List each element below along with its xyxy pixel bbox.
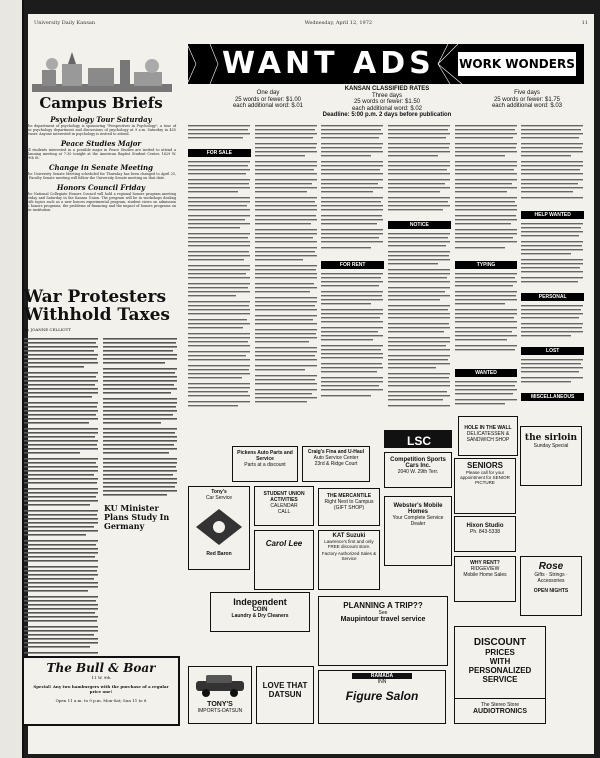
rate-base: 25 words or fewer: $1.75 — [493, 96, 561, 103]
ad-title: KAT Suzuki — [332, 533, 366, 539]
rate-label: Five days — [514, 90, 540, 96]
ad-text: Car Service — [205, 495, 233, 501]
ad-title: Competition Sports Cars Inc. — [390, 457, 446, 469]
hixon-studio-ad — [454, 516, 516, 552]
brief-heading: Psychology Tour Saturday — [50, 115, 152, 124]
classified-column — [521, 124, 584, 414]
ad-text: PRICES — [485, 648, 515, 657]
section-miscellaneous: MISCELLANEOUS — [521, 393, 584, 401]
tonys-imports-ad — [188, 666, 252, 724]
ad-title: SENIORS — [466, 461, 503, 470]
why-rent-ad — [454, 556, 516, 602]
story-text-lines — [24, 334, 98, 674]
ad-text: Laundry & Dry Cleaners — [231, 613, 289, 619]
ad-title: Pickens Auto Parts and Service — [237, 450, 293, 462]
ad-address: 23rd & Ridge Court — [314, 461, 358, 467]
bull-ad-hours: Open 11 a.m. to 9 p.m. Mon-Sat; Sun 11 to 8 — [55, 698, 147, 703]
classified-text-lines — [321, 272, 383, 402]
ad-text: Sunday Special — [533, 443, 569, 449]
classified-text-lines — [388, 124, 450, 214]
ad-text: PERSONALIZED — [468, 666, 532, 675]
classified-text-lines — [521, 124, 583, 204]
rate-label: One day — [256, 90, 280, 96]
section-help-wanted: HELP WANTED — [521, 211, 584, 219]
story-text-lines — [103, 334, 177, 502]
bull-ad-offer: Special! Any two hamburgers with the purchase of a regular price one! — [33, 684, 169, 694]
independent-laundry-ad — [210, 592, 310, 632]
maupintour-travel-ad — [318, 596, 448, 666]
section-wanted: WANTED — [455, 369, 518, 377]
rate-five-days — [474, 90, 580, 110]
ad-title: DATSUN — [268, 690, 302, 699]
classified-columns — [188, 124, 584, 414]
car-illustration — [192, 671, 248, 699]
ad-text: IMPORTS-DATSUN — [197, 708, 243, 714]
ad-text: CALENDAR — [270, 503, 298, 509]
header-paper-name: University Daily Kansan — [34, 20, 96, 26]
ad-text: Ph. 843-5338 — [469, 529, 501, 535]
ad-text: Parts at a discount — [244, 462, 286, 468]
ad-text: Please call for your appointment for SENIOR PICTURE — [460, 470, 510, 485]
want-ads-title: WANT ADS — [222, 46, 435, 81]
classified-text-lines — [455, 124, 517, 254]
classified-text-lines — [521, 358, 583, 386]
brief-heading: Honors Council Friday — [56, 183, 146, 192]
work-wonders-tagline: WORK WONDERS — [458, 52, 576, 76]
ad-title: Craig's Fina and U-Haul — [307, 449, 365, 455]
ad-text: Right Next to Campus — [324, 499, 374, 505]
figure-salon-ad — [318, 670, 446, 724]
bull-and-boar-ad — [22, 656, 180, 726]
classified-text-lines — [521, 222, 583, 286]
classified-text-lines — [255, 124, 317, 408]
rate-three-days — [322, 86, 452, 119]
page-header — [34, 20, 588, 30]
story-byline: By JOANNE CELLIOTT — [24, 327, 71, 332]
section-lost: LOST — [521, 347, 584, 355]
classified-column — [388, 124, 451, 414]
ad-text: SERVICE — [482, 675, 518, 684]
left-column — [22, 44, 180, 724]
bull-ad-address: 11 W. 9th — [91, 675, 111, 680]
websters-mobile-homes-ad — [384, 496, 452, 566]
lsc-logo-ad — [384, 430, 452, 448]
ad-text: See — [378, 610, 388, 616]
campus-briefs-title: Campus Briefs — [39, 94, 163, 112]
header-date: Wednesday, April 12, 1972 — [304, 20, 373, 26]
rate-extra: each additional word: $.02 — [351, 105, 423, 112]
ad-title: Rose — [538, 561, 564, 572]
ad-text: CALL — [277, 509, 291, 515]
craigs-fina-ad — [302, 446, 370, 482]
facing-page-edge — [0, 0, 24, 758]
rate-extra: each additional word: $.03 — [491, 103, 563, 109]
rate-deadline: Deadline: 5:00 p.m. 2 days before publication — [322, 112, 452, 118]
classified-column — [321, 124, 384, 414]
rate-label: Three days — [371, 92, 402, 99]
classified-text-lines — [321, 124, 383, 254]
ad-text: INN — [377, 679, 387, 685]
ad-text: DELICATESSEN & SANDWICH SHOP — [466, 431, 510, 443]
seniors-photo-ad — [454, 458, 516, 514]
ad-text: WITH — [489, 657, 511, 666]
ad-title: THE MERCANTILE — [326, 493, 372, 499]
ad-title: RAMADA — [352, 673, 412, 679]
ad-text: Gifts · Strings · Accessories — [534, 572, 568, 584]
mercantile-ad — [318, 488, 380, 526]
ad-title: Hixon Studio — [466, 523, 504, 529]
ad-text: Your Complete Service Dealer — [392, 515, 444, 527]
hole-in-the-wall-ad — [458, 416, 518, 456]
classified-text-lines — [188, 124, 250, 142]
ad-text: RIDGEVIEW — [470, 566, 500, 572]
ad-title: Figure Salon — [345, 689, 419, 703]
rose-ad — [520, 556, 582, 616]
classified-text-lines — [388, 232, 450, 412]
story-body-column — [24, 334, 99, 684]
brief-body: The University Senate Meeting scheduled for Thursday has been changed to April 25, a Faculty Senate meeting will follow the University Senate meeting on that date. — [26, 172, 176, 180]
ad-title: WHY RENT? — [470, 560, 500, 566]
rates-heading: KANSAN CLASSIFIED RATES — [344, 86, 430, 92]
love-that-datsun-ad — [256, 666, 314, 724]
classified-text-lines — [455, 272, 517, 362]
classified-column — [455, 124, 518, 414]
ad-caption: Red Baron — [206, 551, 232, 557]
ad-text: The Stereo Store — [480, 702, 520, 708]
ad-title: Tony's — [211, 489, 227, 495]
ad-title: the sirloin — [524, 433, 578, 443]
section-typing: TYPING — [455, 261, 518, 269]
classified-text-lines — [455, 380, 517, 410]
sirloin-ad — [520, 426, 582, 486]
ad-title: Webster's Mobile Homes — [393, 503, 443, 515]
competition-sports-cars-ad — [384, 452, 452, 488]
bull-ad-title: The Bull & Boar — [46, 661, 156, 675]
ad-title: Carol Lee — [265, 539, 303, 548]
ad-title: DISCOUNT — [473, 637, 527, 648]
rate-one-day — [218, 90, 318, 110]
classified-rates — [188, 86, 584, 118]
ad-text: Factory Authorized Sales & Service — [321, 551, 377, 561]
brief-body: The department of psychology is sponsoring "Perspectives in Psychology", a tour of the psychology department and discussions of psychology at 9 a.m. Saturday in 455 Fraser. Anyone interested in psychology is invited to attend. — [26, 124, 176, 136]
eagle-illustration — [192, 505, 246, 549]
tonys-car-service-ad — [188, 486, 250, 570]
ad-address: 2040 W. 29th Terr. — [397, 469, 439, 475]
ad-text: (GIFT SHOP) — [333, 505, 365, 511]
ad-title: PLANNING A TRIP?? — [343, 601, 423, 610]
classified-text-lines — [188, 160, 250, 410]
ad-text: Maupintour travel service — [340, 616, 426, 623]
section-personal: PERSONAL — [521, 293, 584, 301]
brief-heading: Change in Senate Meeting — [48, 163, 154, 172]
campus-skyline-illustration — [32, 50, 172, 92]
ad-title: HOLE IN THE WALL — [464, 425, 512, 431]
pickens-auto-ad — [232, 446, 298, 482]
brief-heading: Peace Studies Major — [60, 139, 142, 148]
story-headline: War Protesters Withhold Taxes — [24, 287, 170, 325]
brief-body: All students interested in a possible major in Peace Studies are invited to attend a planning meeting at 7:30 tonight at the American Baptist Student Center, 1629 W. 19th St. — [26, 148, 176, 160]
audiotronics-ad — [454, 698, 546, 724]
ad-text: Lawrence's first and only FREE discount store. — [324, 539, 374, 549]
svg-text:LSC: LSC — [407, 434, 431, 448]
ad-title: Independent — [233, 597, 287, 607]
classified-text-lines — [521, 304, 583, 340]
rate-base: 25 words or fewer: $1.50 — [353, 99, 421, 105]
student-union-ad — [254, 486, 314, 526]
section-for-sale: FOR SALE — [188, 149, 251, 157]
lsc-logo — [385, 431, 452, 448]
campus-briefs-list — [26, 112, 176, 212]
ad-title: TONY'S — [207, 701, 233, 708]
header-page-number: 11 — [581, 20, 588, 26]
classified-column — [255, 124, 318, 414]
want-ads-banner — [188, 44, 584, 84]
classified-column — [188, 124, 251, 414]
carol-lee-ad — [254, 530, 314, 590]
display-ads-grid — [188, 416, 584, 726]
ad-text: Mobile Home Sales — [463, 572, 507, 578]
rate-base: 25 words or fewer: $1.00 — [234, 96, 302, 103]
ad-title: LOVE THAT — [262, 681, 308, 690]
rate-extra: each additional word: $.01 — [232, 103, 304, 109]
ad-title: STUDENT UNION ACTIVITIES — [263, 491, 305, 503]
brief-body: The National Collegiate Honors Council will hold a regional honors program meeting Friday and Saturday in the Kansas Union. The program will be in workshops dealing with topics such as a new honors experimental program, student views on admission to honors programs, the problems of financing and the impact of honors programs on the institution. — [26, 192, 176, 212]
ad-text: COIN — [252, 607, 268, 613]
ad-text: OPEN NIGHTS — [533, 588, 569, 594]
kat-suzuki-ad — [318, 530, 380, 590]
section-notice: NOTICE — [388, 221, 451, 229]
ad-title: AUDIOTRONICS — [472, 708, 528, 715]
ku-minister-headline: KU Minister Plans Study In Germany — [104, 503, 170, 531]
section-for-rent: FOR RENT — [321, 261, 384, 269]
ad-text: Auto Service Center — [313, 455, 359, 461]
